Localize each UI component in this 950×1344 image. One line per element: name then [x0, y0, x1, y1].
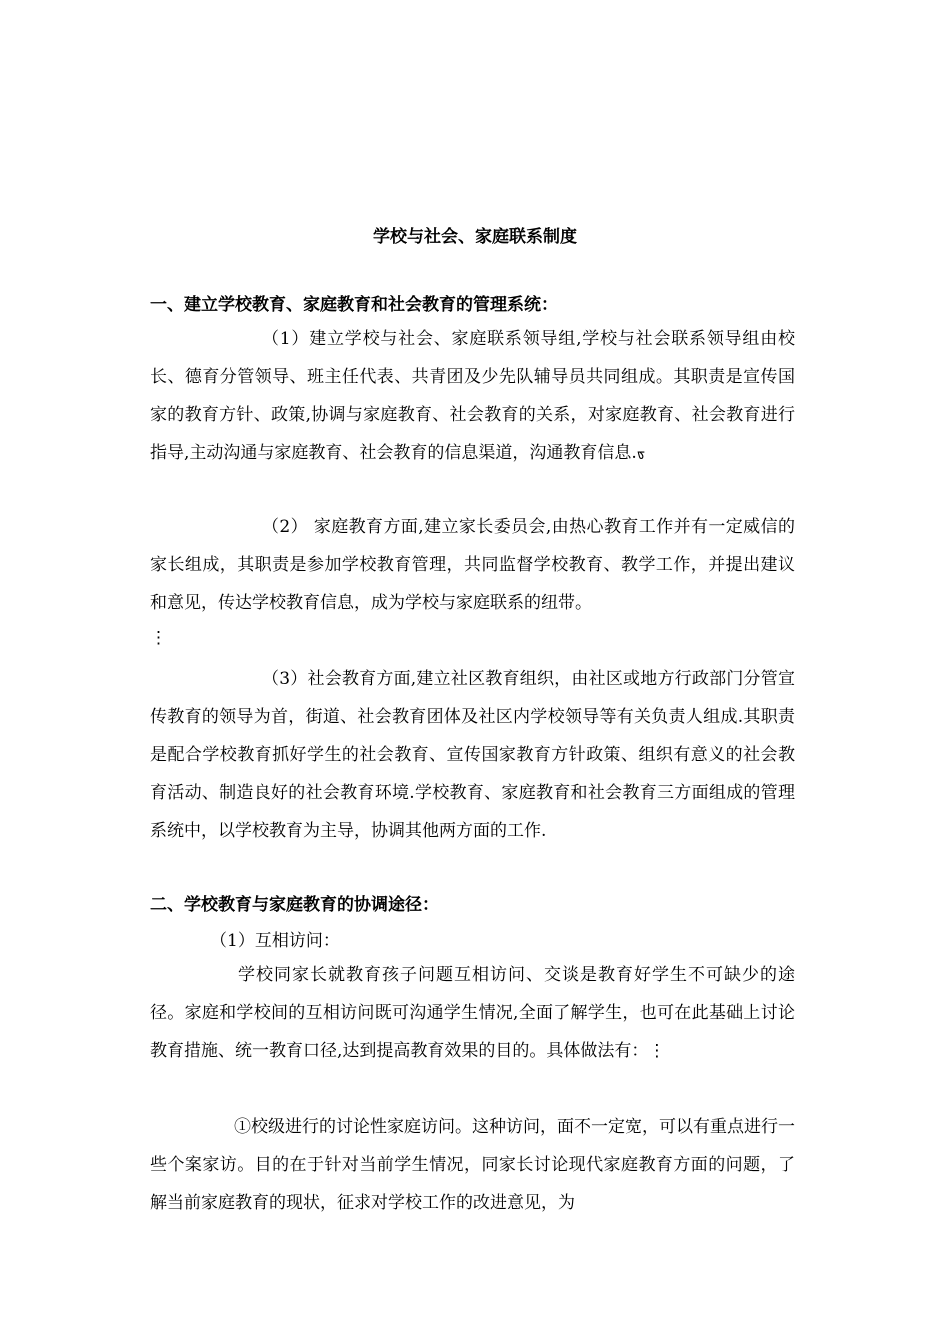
stray-glyph: ᢐ: [636, 444, 645, 462]
paragraph-text: ①校级进行的讨论性家庭访问。这种访问，面不一定宽，可以有重点进行一些个案家访。目的在于针对当前学生情况，同家长讨论现代家庭教育方面的问题，了解当前家庭教育的现状，征求对学校工作的改进意见，为: [150, 1117, 795, 1213]
section-2-paragraph-2: [150, 1108, 795, 1222]
section-1-heading: 一、建立学校教育、家庭教育和社会教育的管理系统：: [150, 295, 558, 315]
stray-mark: ⋮: [150, 628, 167, 648]
section-2-heading: 二、学校教育与家庭教育的协调途径：: [150, 895, 439, 915]
paragraph-text: 学校同家长就教育孩子问题互相访问、交谈是教育好学生不可缺少的途径。家庭和学校间的互相访问既可沟通学生情况,全面了解学生，也可在此基础上讨论教育措施、统一教育口径,达到提高教育效果的目的。具体做法有：⋮: [150, 965, 795, 1061]
section-1-paragraph-1: [150, 320, 795, 472]
paragraph-text: （2） 家庭教育方面,建立家长委员会,由热心教育工作并有一定威信的家长组成，其职责是参加学校教育管理，共同监督学校教育、教学工作，并提出建议和意见，传达学校教育信息，成为学校与家庭联系的纽带。: [150, 517, 795, 613]
paragraph-text: （3）社会教育方面,建立社区教育组织，由社区或地方行政部门分管宣传教育的领导为首，街道、社会教育团体及社区内学校领导等有关负责人组成.其职责是配合学校教育抓好学生的社会教育、宣传国家教育方针政策、组织有意义的社会教育活动、制造良好的社会教育环境.学校教育、家庭教育和社会教育三方面组成的管理系统中，以学校教育为主导，协调其他两方面的工作.: [150, 669, 795, 841]
paragraph-text: （1）建立学校与社会、家庭联系领导组,学校与社会联系领导组由校长、德育分管领导、班主任代表、共青团及少先队辅导员共同组成。其职责是宣传国家的教育方针、政策,协调与家庭教育、社会教育的关系，对家庭教育、社会教育进行指导,主动沟通与家庭教育、社会教育的信息渠道，沟通教育信息.: [150, 329, 795, 463]
section-1-paragraph-2: [150, 508, 795, 622]
document-title: 学校与社会、家庭联系制度: [373, 227, 577, 247]
section-2-paragraph-1: [150, 956, 795, 1070]
section-2-subheading-1: （1）互相访问：: [210, 931, 340, 951]
section-1-paragraph-3: [150, 660, 795, 850]
